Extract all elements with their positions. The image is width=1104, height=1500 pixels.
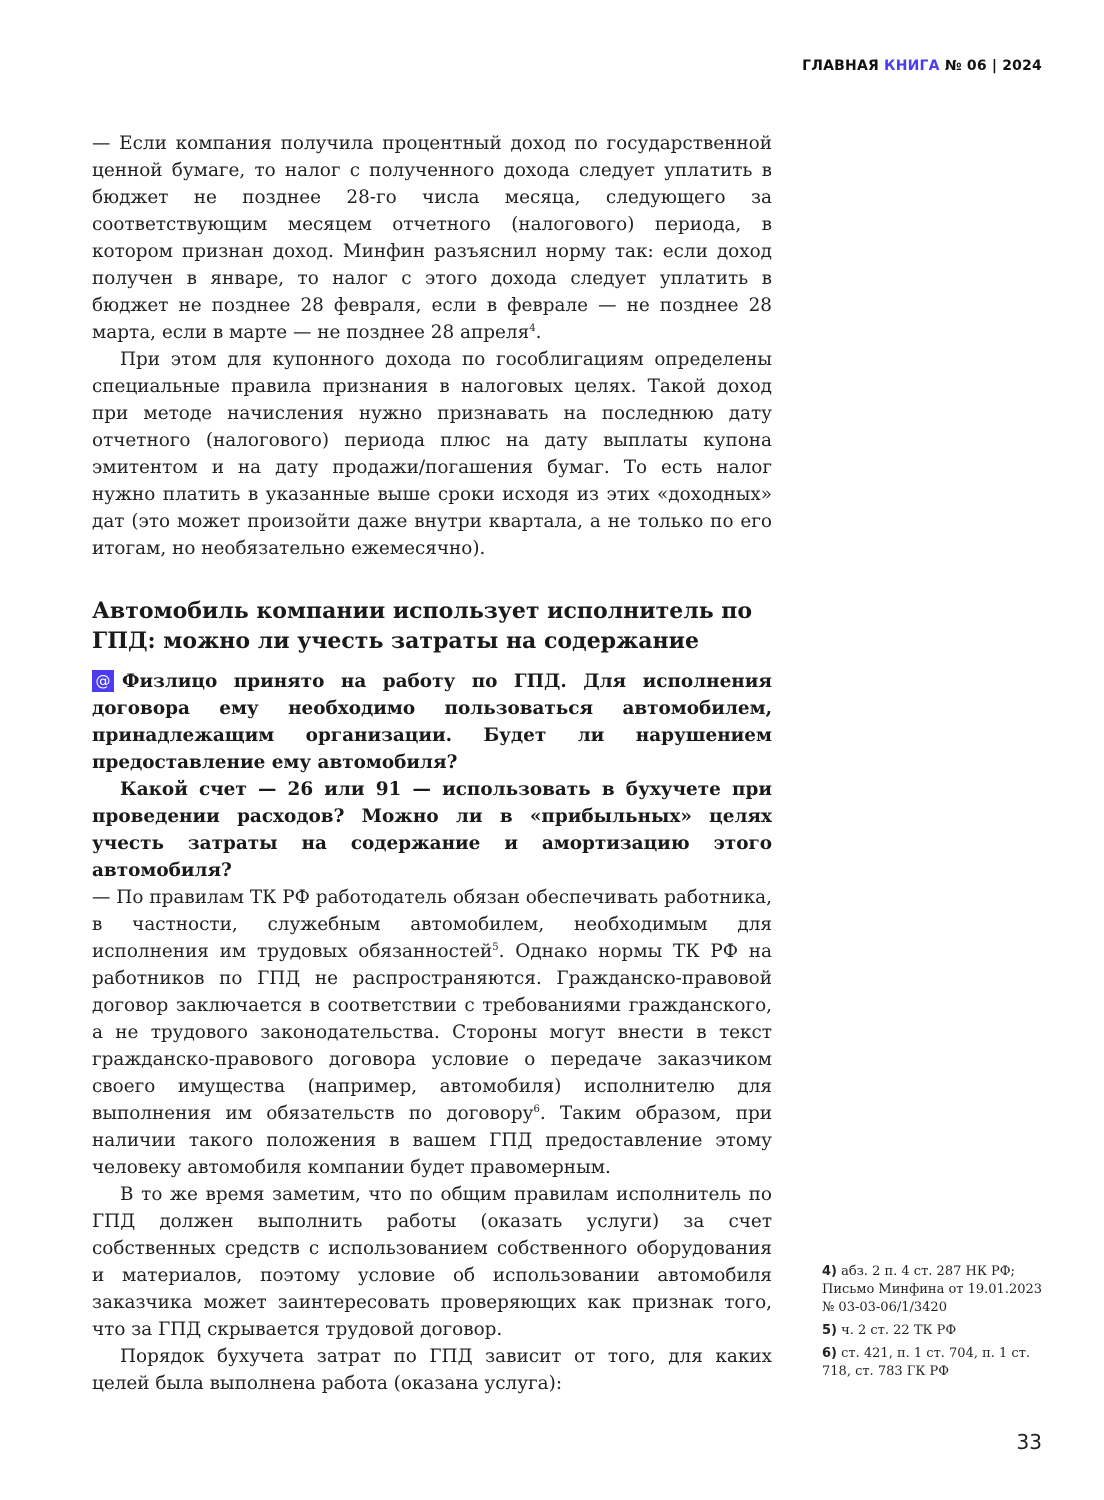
running-header bbox=[802, 58, 1042, 74]
answer-paragraph-1: — По правилам ТК РФ работодатель обязан обеспечивать работника, в частности, служебным автомобилем, необходимым для исполнения им трудовых обязанностей$^5$. Однако нормы ТК РФ на работников по ГПД не распространяются. Гражданско-правовой договор заключается в соответствии с требованиями гражданского, а не трудового законодательства. Стороны могут внести в текст гражданско-правового договора условие о передаче заказчиком своего имущества (например, автомобиля) исполнителю для выполнения им обязательств по договору$^6$. Таким образом, при наличии такого положения в вашем ГПД предоставление этому человеку автомобиля компании будет правомерным. bbox=[92, 887, 772, 1178]
question-paragraph-2: Какой счет — 26 или 91 — использовать в бухучете при проведении расходов? Можно ли в «прибыльных» целях учесть затраты на содержание и амортизацию этого автомобиля? bbox=[92, 779, 772, 881]
reader-question bbox=[92, 668, 772, 884]
paragraph-coupon-income: При этом для купонного дохода по гособлигациям определены специальные правила признания в налоговых целях. Такой доход при методе начисления нужно признавать на последнюю дату отчетного (налогового) периода плюс на дату выплаты купона эмитентом и на дату продажи/погашения бумаг. То есть налог нужно платить в указанные выше сроки исходя из этих «доходных» дат (это может произойти даже внутри квартала, а не только по его итогам, но необязательно ежемесячно). bbox=[92, 349, 772, 559]
article-body bbox=[92, 130, 772, 1397]
brand-name: ГЛАВНАЯ bbox=[802, 58, 879, 74]
footnote-5: 5) ч. 2 ст. 22 ТК РФ bbox=[822, 1323, 957, 1338]
footnote-6: 6) ст. 421, п. 1 ст. 704, п. 1 ст. 718, ст. 783 ГК РФ bbox=[822, 1346, 1031, 1379]
answer-paragraph-3: Порядок бухучета затрат по ГПД зависит от того, для каких целей была выполнена работа (оказана услуга): bbox=[92, 1346, 772, 1394]
email-at-icon: @ bbox=[92, 670, 114, 692]
question-paragraph-1: @ Физлицо принято на работу по ГПД. Для исполнения договора ему необходимо пользоваться автомобилем, принадлежащим организации. Будет ли нарушением предоставление ему автомобиля? bbox=[92, 671, 772, 773]
section-title: Автомобиль компании использует исполнитель по ГПД: можно ли учесть затраты на содержание bbox=[92, 598, 753, 654]
brand-name-accent: КНИГА bbox=[884, 58, 940, 74]
answer-paragraph-2: В то же время заметим, что по общим правилам исполнитель по ГПД должен выполнить работы (оказать услуги) за счет собственных средств с использованием собственного оборудования и материалов, поэтому условие об использовании автомобиля заказчика может заинтересовать проверяющих как признак того, что за ГПД скрывается трудовой договор. bbox=[92, 1184, 772, 1340]
paragraph-interest-income: — Если компания получила процентный доход по государственной ценной бумаге, то налог с полученного дохода следует уплатить в бюджет не позднее 28-го числа месяца, следующего за соответствующим месяцем отчетного (налогового) периода, в котором признан доход. Минфин разъяснил норму так: если доход получен в январе, то налог с этого дохода следует уплатить в бюджет не позднее 28 февраля, если в феврале — не позднее 28 марта, если в марте — не позднее 28 апреля$^4$. bbox=[92, 133, 772, 343]
page-number: 33 bbox=[1016, 1430, 1042, 1454]
footnote-ref-4[interactable]: 4 bbox=[529, 322, 536, 334]
answer bbox=[92, 884, 772, 1397]
footnote-4: 4) абз. 2 п. 4 ст. 287 НК РФ; Письмо Минфина от 19.01.2023 № 03-03-06/1/3420 bbox=[822, 1264, 1043, 1315]
footnote-ref-5[interactable]: 5 bbox=[492, 941, 499, 953]
footnotes bbox=[822, 1263, 1052, 1386]
footnote-ref-6[interactable]: 6 bbox=[533, 1103, 540, 1115]
issue-number: № 06 | 2024 bbox=[944, 58, 1042, 74]
